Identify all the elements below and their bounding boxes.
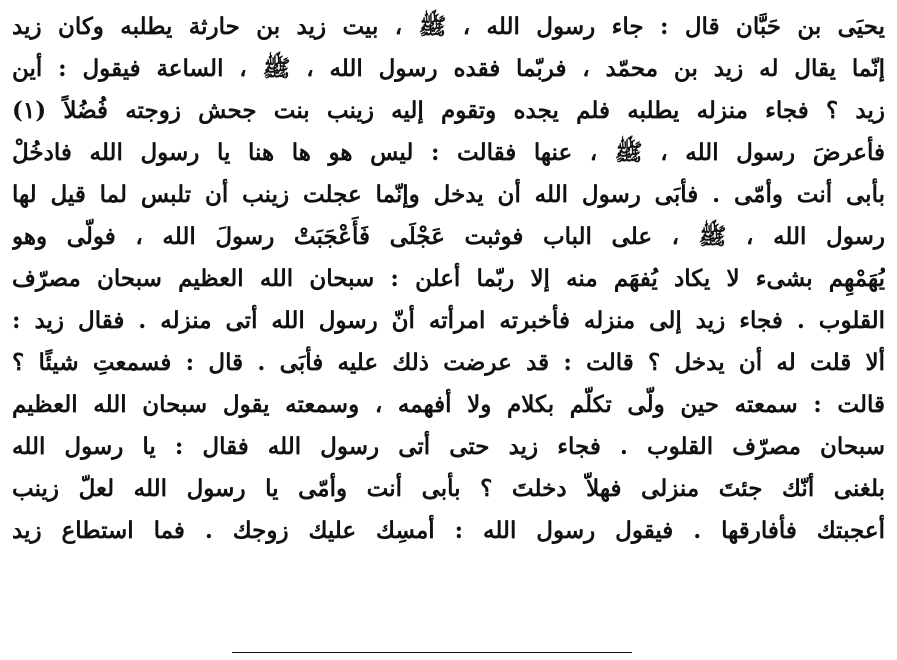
arabic-text-block bbox=[12, 6, 885, 552]
footnote-separator-rule bbox=[232, 652, 632, 653]
text-line: فأعرضَ رسول الله ، ﷺ ، عنها فقالت : ليس هو ها هنا يا رسول الله فادخُلْ bbox=[12, 139, 885, 166]
text-line: زيد ؟ فجاء منزله يطلبه فلم يجده وتقوم إليه زينب بنت جحش زوجته فُضُلاً (١) bbox=[12, 97, 885, 124]
text-line: أعجبتك فأفارقها . فيقول رسول الله : أمسِك عليك زوجك . فما استطاع زيد bbox=[12, 517, 885, 544]
text-line: إنّما يقال له زيد بن محمّد ، فربّما فقده رسول الله ، ﷺ ، الساعة فيقول : أين bbox=[12, 55, 885, 82]
text-line: بلغنى أنّك جئتَ منزلى فهلاّ دخلتَ ؟ بأبى أنت وأمّى يا رسول الله لعلّ زينب bbox=[12, 475, 885, 502]
text-line: القلوب . فجاء زيد إلى منزله فأخبرته امرأته أنّ رسول الله أتى منزله . فقال زيد : bbox=[12, 307, 885, 334]
text-line: رسول الله ، ﷺ ، على الباب فوثبت عَجْلَى فَأَعْجَبَتْ رسولَ الله ، فولّى وهو bbox=[12, 223, 885, 250]
text-line: يُهَمْهِم بشىء لا يكاد يُفهَم منه إلا ربّما أعلن : سبحان الله العظيم سبحان مصرّف bbox=[12, 265, 885, 292]
text-line: سبحان مصرّف القلوب . فجاء زيد حتى أتى رسول الله فقال : يا رسول الله bbox=[12, 433, 885, 460]
text-line: ألا قلت له أن يدخل ؟ قالت : قد عرضت ذلك عليه فأبَى . قال : فسمعتِ شيئًا ؟ bbox=[12, 349, 885, 376]
text-line: يحيَى بن حَبَّان قال : جاء رسول الله ، ﷺ ، بيت زيد بن حارثة يطلبه وكان زيد bbox=[12, 13, 885, 40]
text-line: قالت : سمعته حين ولّى تكلّم بكلام ولا أفهمه ، وسمعته يقول سبحان الله العظيم bbox=[12, 391, 885, 418]
text-line: بأبى أنت وأمّى . فأبَى رسول الله أن يدخل وإنّما عجلت زينب أن تلبس لما قيل لها bbox=[12, 181, 885, 208]
